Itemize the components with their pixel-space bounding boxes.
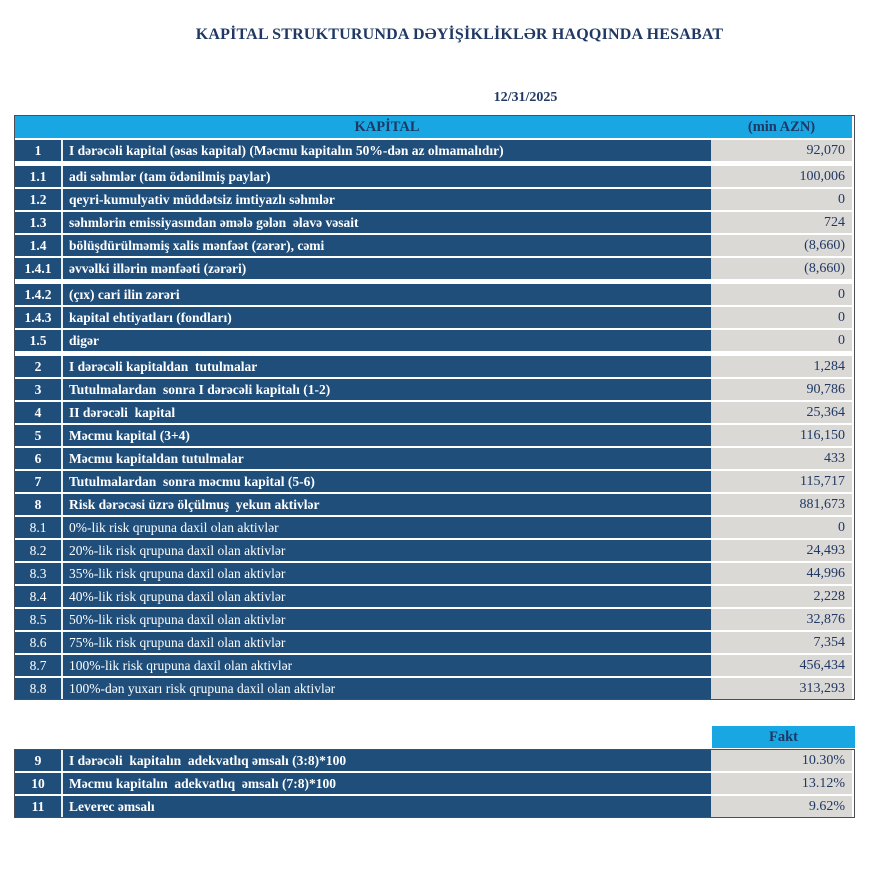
row-label-cell: Risk dərəcəsi üzrə ölçülmuş yekun aktivlər <box>63 494 711 515</box>
row-value-cell: 0 <box>711 284 852 305</box>
row-value-cell: 0 <box>711 517 852 538</box>
row-value-cell: 116,150 <box>711 425 852 446</box>
fakt-header-cell: Fakt <box>712 726 855 748</box>
table-row <box>15 140 854 161</box>
row-number-cell: 1.5 <box>15 330 63 351</box>
table-row <box>15 258 854 279</box>
row-number-cell: 8.4 <box>15 586 63 607</box>
row-value-cell: 44,996 <box>711 563 852 584</box>
row-group <box>15 166 854 279</box>
table-row <box>15 750 854 771</box>
row-value-cell: 456,434 <box>711 655 852 676</box>
table-row <box>15 773 854 794</box>
row-label-cell: 20%-lik risk qrupuna daxil olan aktivlər <box>63 540 711 561</box>
row-label-cell: Məcmu kapitaldan tutulmalar <box>63 448 711 469</box>
table-row <box>15 212 854 233</box>
row-number-cell: 8.3 <box>15 563 63 584</box>
row-number-cell: 8.8 <box>15 678 63 699</box>
row-label-cell: 0%-lik risk qrupuna daxil olan aktivlər <box>63 517 711 538</box>
row-number-cell: 3 <box>15 379 63 400</box>
row-label-cell: I dərəcəli kapitaldan tutulmalar <box>63 356 711 377</box>
row-value-cell: 92,070 <box>711 140 852 161</box>
row-number-cell: 1.4.1 <box>15 258 63 279</box>
row-label-cell: 50%-lik risk qrupuna daxil olan aktivlər <box>63 609 711 630</box>
row-value-cell: 9.62% <box>711 796 852 817</box>
row-number-cell: 8.1 <box>15 517 63 538</box>
row-label-cell: kapital ehtiyatları (fondları) <box>63 307 711 328</box>
table-row <box>15 166 854 187</box>
table-body <box>15 140 854 699</box>
row-label-cell: Tutulmalardan sonra I dərəcəli kapitalı (1-2) <box>63 379 711 400</box>
row-value-cell: 25,364 <box>711 402 852 423</box>
table-row <box>15 471 854 492</box>
row-number-cell: 8.7 <box>15 655 63 676</box>
row-label-cell: Məcmu kapital (3+4) <box>63 425 711 446</box>
row-label-cell: 35%-lik risk qrupuna daxil olan aktivlər <box>63 563 711 584</box>
row-label-cell: II dərəcəli kapital <box>63 402 711 423</box>
row-label-cell: qeyri-kumulyativ müddətsiz imtiyazlı səhmlər <box>63 189 711 210</box>
row-value-cell: 10.30% <box>711 750 852 771</box>
row-label-cell: adi səhmlər (tam ödənilmiş paylar) <box>63 166 711 187</box>
row-number-cell: 1.4.3 <box>15 307 63 328</box>
row-number-cell: 1.2 <box>15 189 63 210</box>
row-number-cell: 8.2 <box>15 540 63 561</box>
row-number-cell: 1 <box>15 140 63 161</box>
table-row <box>15 379 854 400</box>
row-label-cell: I dərəcəli kapital (əsas kapital) (Məcmu kapitalın 50%-dən az olmamalıdır) <box>63 140 711 161</box>
page-title: KAPİTAL STRUKTURUNDA DƏYİŞİKLİKLƏR HAQQINDA HESABAT <box>195 26 724 43</box>
row-value-cell: 2,228 <box>711 586 852 607</box>
row-value-cell: 100,006 <box>711 166 852 187</box>
row-value-cell: 24,493 <box>711 540 852 561</box>
table-row <box>15 235 854 256</box>
row-value-cell: 7,354 <box>711 632 852 653</box>
row-value-cell: 13.12% <box>711 773 852 794</box>
header-number-cell <box>15 116 63 138</box>
row-label-cell: (çıx) cari ilin zərəri <box>63 284 711 305</box>
row-number-cell: 4 <box>15 402 63 423</box>
row-label-cell: bölüşdürülməmiş xalis mənfəət (zərər), cəmi <box>63 235 711 256</box>
row-group <box>15 284 854 351</box>
row-value-cell: 90,786 <box>711 379 852 400</box>
row-value-cell: 433 <box>711 448 852 469</box>
row-label-cell: Məcmu kapitalın adekvatlıq əmsalı (7:8)*100 <box>63 773 711 794</box>
row-value-cell: 115,717 <box>711 471 852 492</box>
table-row <box>15 632 854 653</box>
row-value-cell: (8,660) <box>711 258 852 279</box>
row-number-cell: 2 <box>15 356 63 377</box>
table-row <box>15 678 854 699</box>
table-row <box>15 284 854 305</box>
row-number-cell: 8 <box>15 494 63 515</box>
ratios-table <box>14 749 855 818</box>
header-kapital-cell: KAPİTAL <box>63 116 711 138</box>
table-row <box>15 796 854 817</box>
row-number-cell: 5 <box>15 425 63 446</box>
fakt-spacer <box>14 726 712 748</box>
row-value-cell: 724 <box>711 212 852 233</box>
row-value-cell: 32,876 <box>711 609 852 630</box>
table-row <box>15 307 854 328</box>
row-label-cell: 100%-dən yuxarı risk qrupuna daxil olan aktivlər <box>63 678 711 699</box>
capital-table <box>14 115 855 700</box>
row-label-cell: I dərəcəli kapitalın adekvatlıq əmsalı (3:8)*100 <box>63 750 711 771</box>
row-number-cell: 7 <box>15 471 63 492</box>
row-number-cell: 1.4 <box>15 235 63 256</box>
table-row <box>15 402 854 423</box>
row-number-cell: 1.4.2 <box>15 284 63 305</box>
row-label-cell: 40%-lik risk qrupuna daxil olan aktivlər <box>63 586 711 607</box>
row-number-cell: 11 <box>15 796 63 817</box>
row-value-cell: 1,284 <box>711 356 852 377</box>
row-label-cell: digər <box>63 330 711 351</box>
table-row <box>15 494 854 515</box>
row-label-cell: əvvəlki illərin mənfəəti (zərəri) <box>63 258 711 279</box>
row-label-cell: 75%-lik risk qrupuna daxil olan aktivlər <box>63 632 711 653</box>
row-value-cell: 0 <box>711 189 852 210</box>
row-label-cell: səhmlərin emissiyasından əmələ gələn əlavə vəsait <box>63 212 711 233</box>
table-row <box>15 330 854 351</box>
table-row <box>15 189 854 210</box>
header-unit-cell: (min AZN) <box>711 116 852 138</box>
row-number-cell: 8.6 <box>15 632 63 653</box>
table-row <box>15 517 854 538</box>
row-label-cell: Tutulmalardan sonra məcmu kapital (5-6) <box>63 471 711 492</box>
row-number-cell: 1.1 <box>15 166 63 187</box>
row-value-cell: 0 <box>711 307 852 328</box>
row-group <box>15 356 854 699</box>
row-number-cell: 1.3 <box>15 212 63 233</box>
row-number-cell: 6 <box>15 448 63 469</box>
table-row <box>15 356 854 377</box>
table-row <box>15 609 854 630</box>
report-date: 12/31/2025 <box>493 90 558 105</box>
table-row <box>15 540 854 561</box>
row-value-cell: (8,660) <box>711 235 852 256</box>
row-value-cell: 0 <box>711 330 852 351</box>
table-row <box>15 655 854 676</box>
table-row <box>15 448 854 469</box>
row-number-cell: 9 <box>15 750 63 771</box>
fakt-header-row <box>14 726 855 748</box>
table-row <box>15 425 854 446</box>
row-number-cell: 8.5 <box>15 609 63 630</box>
table-header-row <box>15 116 854 138</box>
row-value-cell: 313,293 <box>711 678 852 699</box>
row-number-cell: 10 <box>15 773 63 794</box>
row-label-cell: 100%-lik risk qrupuna daxil olan aktivlər <box>63 655 711 676</box>
row-group <box>15 140 854 161</box>
table-row <box>15 586 854 607</box>
row-label-cell: Leverec əmsalı <box>63 796 711 817</box>
row-value-cell: 881,673 <box>711 494 852 515</box>
table-row <box>15 563 854 584</box>
